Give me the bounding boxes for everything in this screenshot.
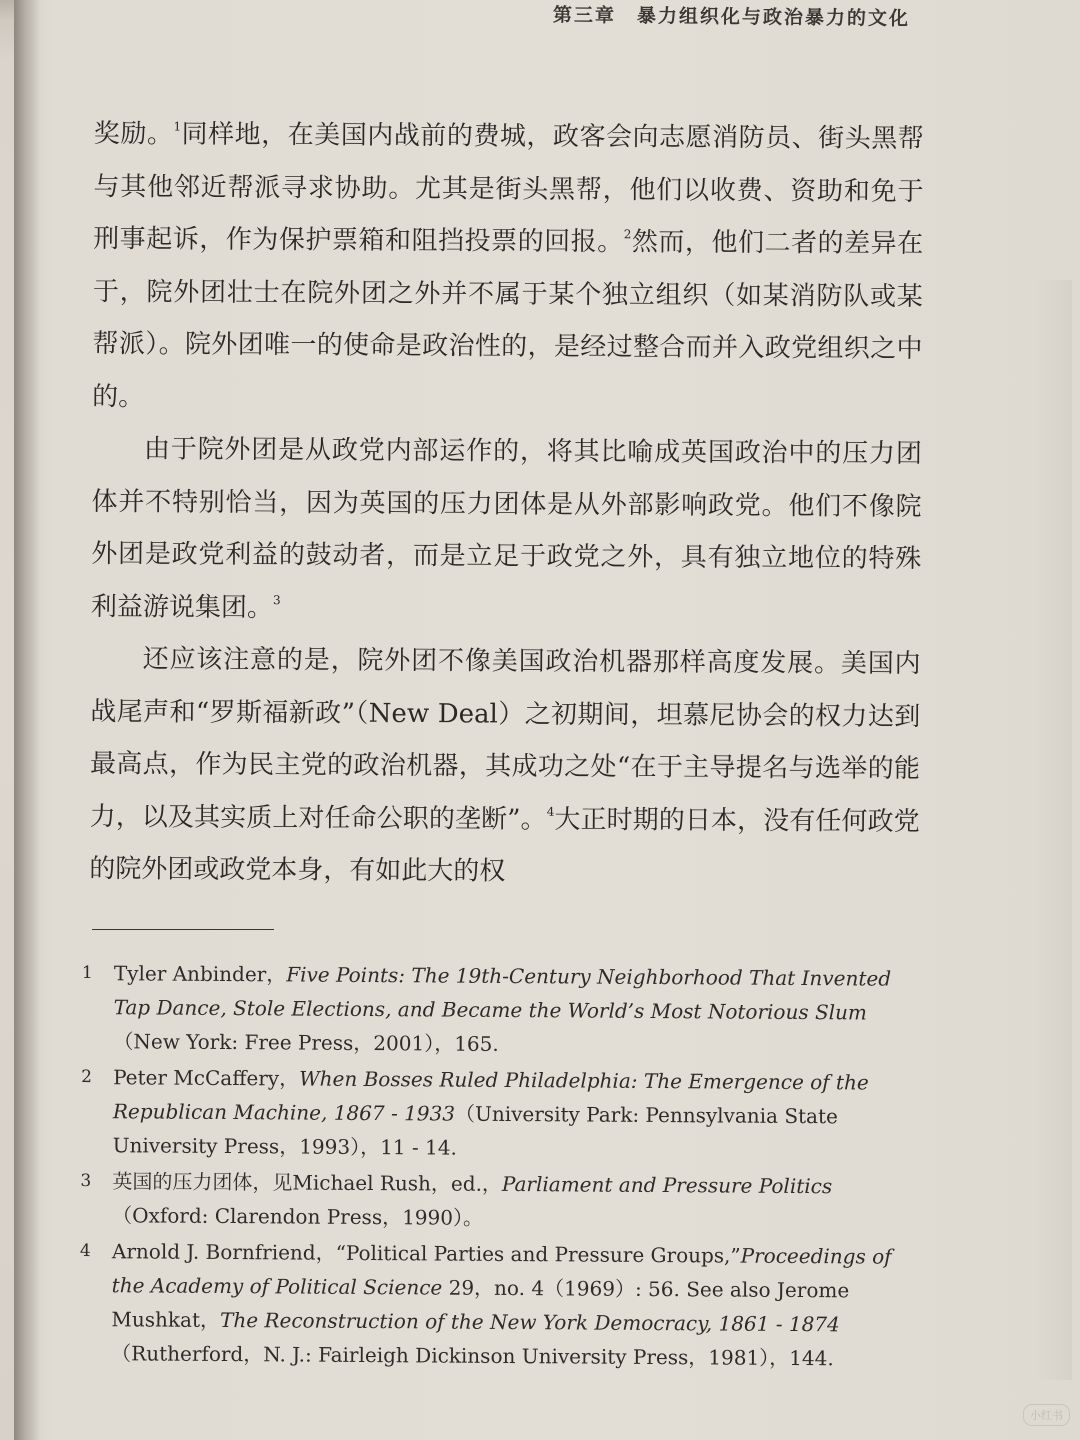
italic-title: Five Points: The 19th-Century Neighborhood That Invented Tap Dance, Stole Elections, and Became the World’s Most Notorious Slum xyxy=(113,962,892,1025)
paragraph xyxy=(92,108,924,428)
text-run: （Rutherford，N. J.: Fairleigh Dickinson University Press，1981），144. xyxy=(111,1341,834,1371)
footnote-number: 1 xyxy=(81,962,93,984)
text-run: 由于院外团是从政党内部运作的，将其比喻成英国政治中的压力团体并不特别恰当，因为英国的压力团体是从外部影响政党。他们不像院外团是政党利益的鼓动者，而是立足于政党之外，具有独立地位的特殊利益游说集团。 xyxy=(90,434,922,623)
footnote xyxy=(81,1060,918,1168)
footnote-number: 3 xyxy=(80,1170,92,1192)
footnote-rule xyxy=(92,929,274,930)
book-page xyxy=(14,0,1080,1440)
footnote-text xyxy=(111,1234,916,1376)
italic-title: Proceedings of the Academy of Political Science xyxy=(111,1243,892,1300)
footnote-ref: 1 xyxy=(173,119,182,134)
text-run: （University Park: Pennsylvania State University Press，1993），11 - 14. xyxy=(112,1101,838,1160)
footnote-ref: 4 xyxy=(546,804,555,819)
text-run: 英国的压力团体，见Michael Rush，ed.， xyxy=(112,1169,503,1196)
text-run: Tyler Anbinder， xyxy=(113,961,287,987)
text-run: 29，no. 4（1969）: 56. See also Jerome Mushkat， xyxy=(111,1275,850,1332)
footnote-text xyxy=(113,1060,918,1168)
paragraph xyxy=(91,423,922,638)
footnote-ref: 3 xyxy=(272,592,281,607)
text-run: 然而，他们二者的差异在于，院外团壮士在院外团之外并不属于某个独立组织（如某消防队或某帮派）。院外团唯一的使命是政治性的，是经过整合而并入政党组织之中的。 xyxy=(92,227,924,412)
running-head: 第三章 暴力组织化与政治暴力的文化 xyxy=(552,4,911,30)
footnote-text xyxy=(112,1164,916,1238)
footnote xyxy=(79,1234,916,1376)
footnotes xyxy=(79,956,918,1378)
text-run: Peter McCaffery， xyxy=(113,1065,300,1091)
text-run: 大正时期的日本，没有任何政党的院外团或政党本身，有如此大的权 xyxy=(89,804,920,887)
text-run: 还应该注意的是，院外团不像美国政治机器那样高度发展。美国内战尾声和“罗斯福新政”（New Deal）之初期间，坦慕尼协会的权力达到最高点，作为民主党的政治机器，其成功之处“在于主导提名与选举的能力，以及其实质上对任命公职的垄断”。 xyxy=(89,644,921,835)
italic-title: Parliament and Pressure Politics xyxy=(501,1171,833,1199)
italic-title: When Bosses Ruled Philadelphia: The Emergence of the Republican Machine, 1867 - 1933 xyxy=(112,1066,869,1126)
text-run: （Oxford: Clarendon Press，1990）。 xyxy=(112,1203,484,1230)
footnote xyxy=(80,1164,916,1238)
footnote xyxy=(81,956,918,1064)
footnote-ref: 2 xyxy=(623,227,632,242)
text-run: 同样地，在美国内战前的费城，政客会向志愿消防员、街头黑帮与其他邻近帮派寻求协助。尤其是街头黑帮，他们以收费、资助和免于刑事起诉，作为保护票箱和阻挡投票的回报。 xyxy=(93,119,924,258)
body-text xyxy=(89,108,924,901)
paragraph xyxy=(89,633,921,901)
page-bleed-through xyxy=(1032,280,1072,1380)
footnote-text xyxy=(113,956,918,1064)
text-run: Arnold J. Bornfriend，“Political Parties and Pressure Groups,” xyxy=(111,1239,741,1268)
watermark: 小红书 xyxy=(1023,1404,1070,1426)
italic-title: The Reconstruction of the New York Democracy, 1861 - 1874 xyxy=(219,1307,840,1337)
text-run: （New York: Free Press，2001），165. xyxy=(113,1029,499,1056)
gutter-shadow xyxy=(14,0,40,1440)
footnote-number: 4 xyxy=(79,1240,91,1262)
footnote-number: 2 xyxy=(81,1066,93,1088)
text-run: 奖励。 xyxy=(93,118,174,150)
